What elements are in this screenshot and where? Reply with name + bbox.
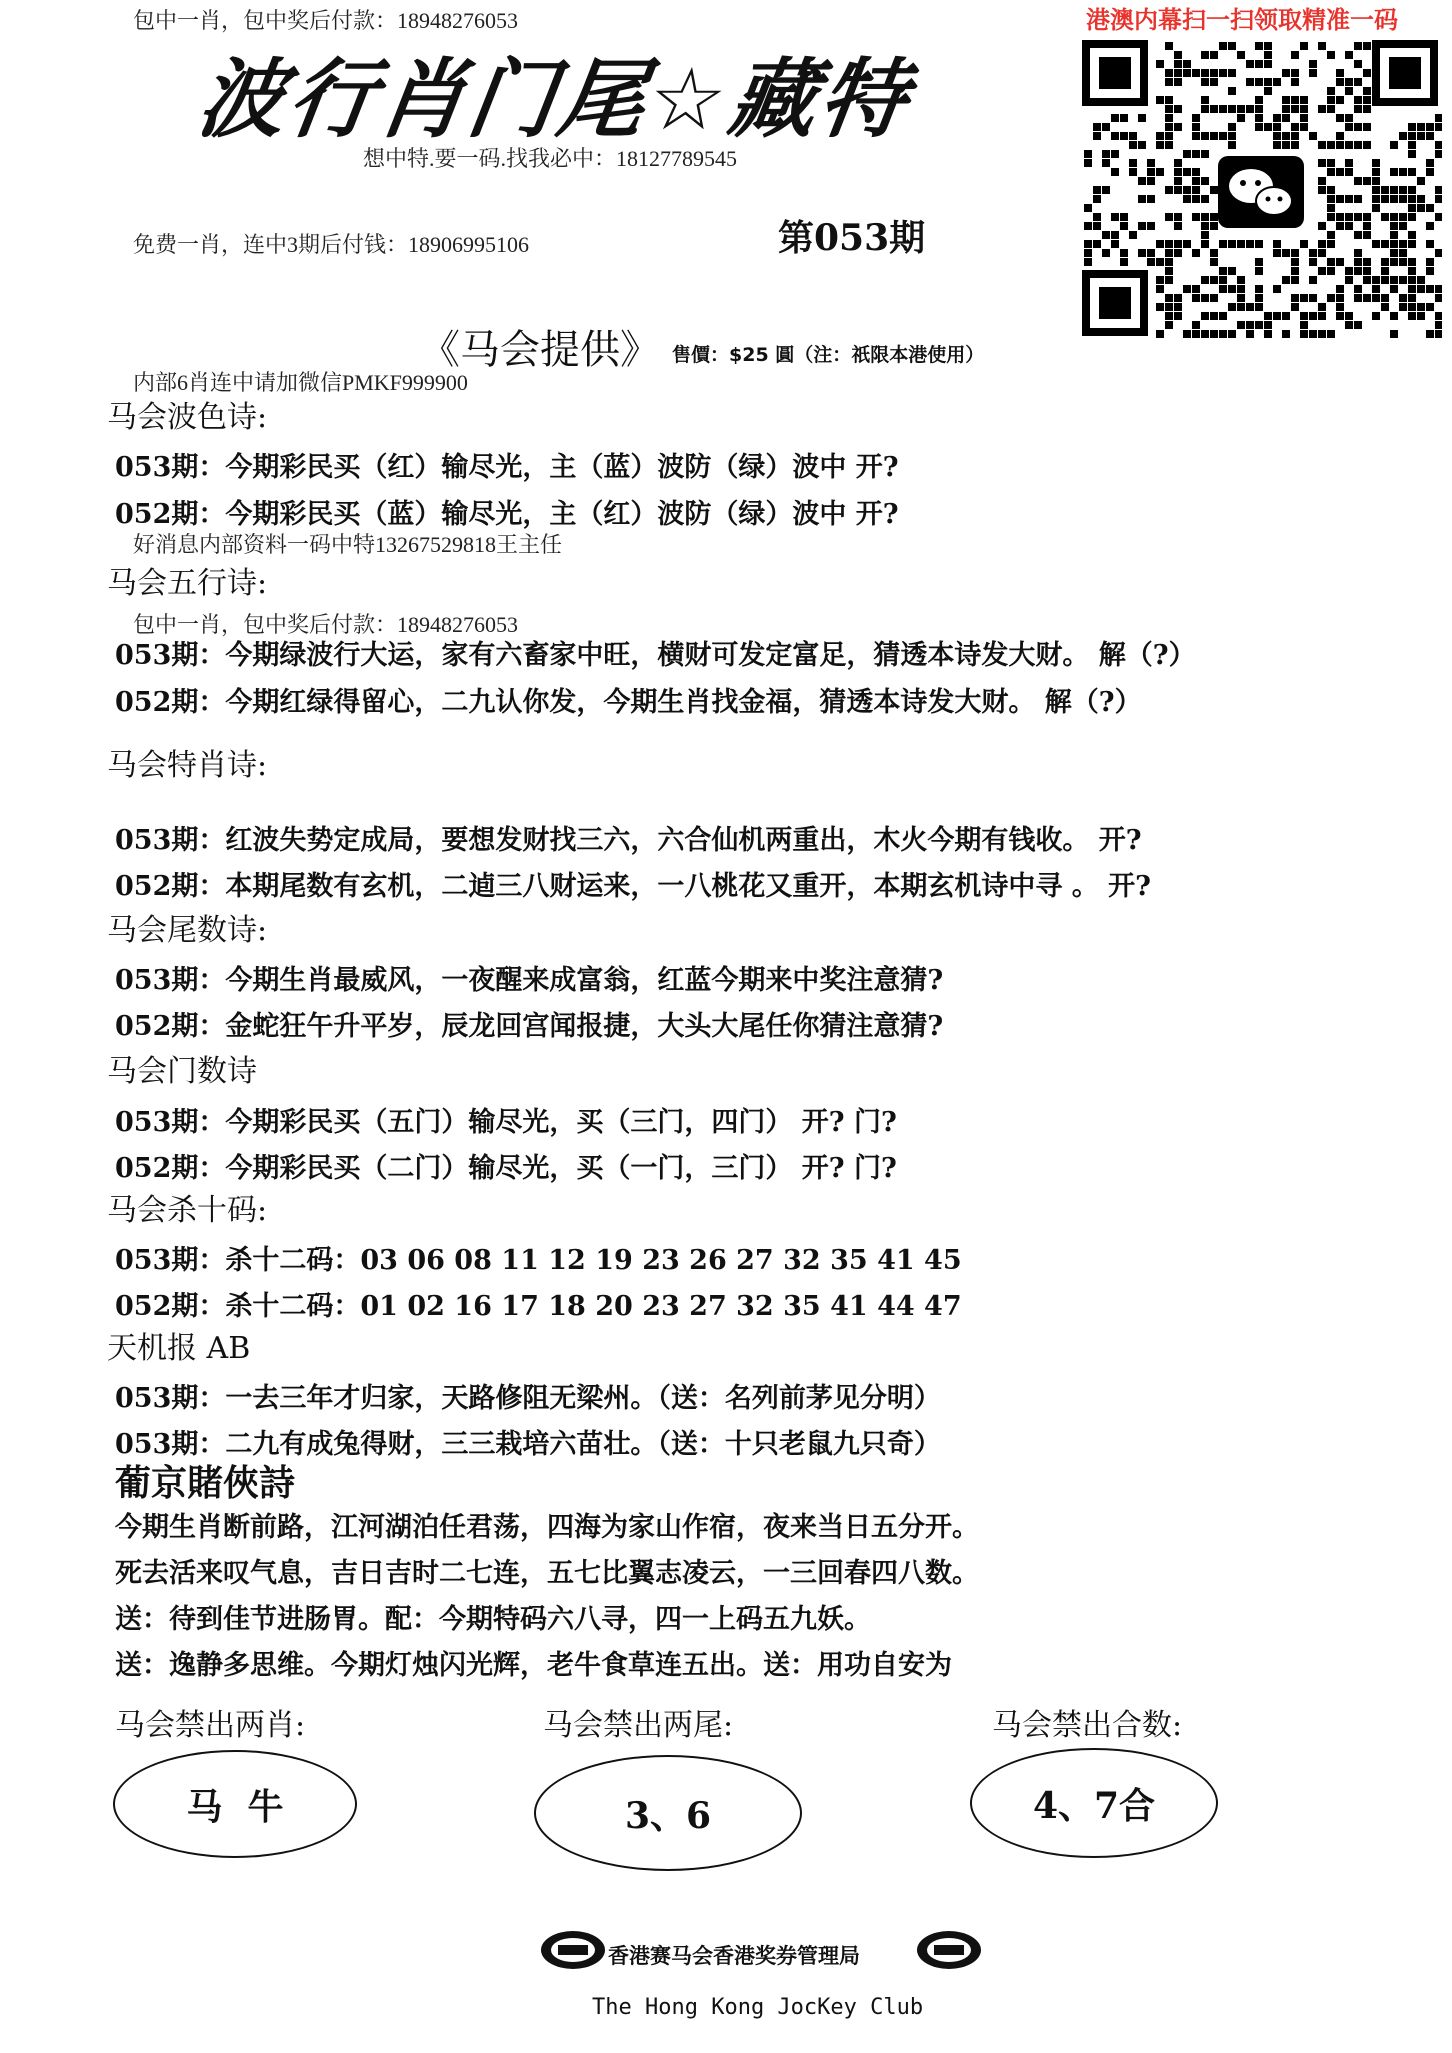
poem-title: 葡京賭俠詩: [115, 1462, 296, 1504]
ban-label-zodiac: 马会禁出两肖:: [115, 1708, 306, 1743]
section-title: 天机报 AB: [107, 1331, 251, 1366]
ban-label-sum: 马会禁出合数:: [992, 1708, 1183, 1743]
section-line: 053期：二九有成兔得财，三三栽培六苗壮。（送：十只老鼠九只奇）: [115, 1429, 941, 1460]
section-line: 052期：金蛇狂午升平岁，辰龙回宫闻报捷，大头大尾任你猜注意猜?: [115, 1011, 944, 1042]
ban-label-tail: 马会禁出两尾:: [543, 1708, 734, 1743]
footer-en: The Hong Kong JocKey Club: [592, 1995, 924, 2020]
section-title: 马会杀十码:: [107, 1193, 268, 1228]
price-note: 售價：$25 圓（注：祇限本港使用）: [672, 344, 985, 366]
section-line: 053期：杀十二码：03 06 08 11 12 19 23 26 27 32 35 41 45: [115, 1245, 962, 1276]
ad-good-news: 好消息内部资料一码中特13267529818王主任: [133, 532, 563, 557]
qr-code-image: [1080, 38, 1442, 338]
section-line: 053期：一去三年才归家，天路修阻无梁州。（送：名列前茅见分明）: [115, 1383, 941, 1414]
poem-line: 送：待到佳节进肠胃。配：今期特码六八寻，四一上码五九妖。: [115, 1604, 871, 1635]
section-title: 马会尾数诗:: [107, 913, 268, 948]
ban-value-zodiac: [113, 1750, 357, 1858]
issue-number: 第053期: [778, 217, 926, 259]
poem-line: 死去活来叹气息，吉日吉时二七连，五七比翼志凌云，一三回春四八数。: [115, 1558, 979, 1589]
ban-value-tail-text: 3、6: [624, 1794, 712, 1837]
ad-mid-repeat: 包中一肖，包中奖后付款：18948276053: [133, 612, 519, 637]
ban-value-sum-text: 4、7合: [1032, 1784, 1156, 1827]
poem-line: 送：逸静多思维。今期灯烛闪光辉，老牛食草连五出。送：用功自安为: [115, 1650, 952, 1681]
poem-line: 今期生肖断前路，江河湖泊任君荡，四海为家山作宿，夜来当日五分开。: [115, 1512, 979, 1543]
section-title: 马会波色诗:: [107, 400, 268, 435]
ad-wechat: 内部6肖连中请加微信PMKF999900: [133, 370, 468, 395]
section-title: 马会门数诗: [107, 1054, 257, 1089]
section-line: 053期：红波失势定成局，要想发财找三六，六合仙机两重出，木火今期有钱收。 开?: [115, 825, 1142, 856]
section-title: 马会特肖诗:: [107, 748, 268, 783]
footer-cn: 香港赛马会香港奖券管理局: [608, 1943, 860, 1968]
ad-top-left: 包中一肖，包中奖后付款：18948276053: [133, 8, 519, 33]
section-line: 052期：本期尾数有玄机，二逌三八财运来，一八桃花又重开，本期玄机诗中寻 。 开?: [115, 871, 1151, 902]
section-line: 053期：今期生肖最威风，一夜醒来成富翁，红蓝今期来中奖注意猜?: [115, 965, 944, 996]
section-line: 052期：今期红绿得留心，二九认你发，今期生肖找金福，猜透本诗发大财。 解（?）: [115, 687, 1142, 718]
jockey-club-logo-icon-right: [914, 1928, 984, 1976]
banner-title: 波行肖门尾☆藏特: [191, 50, 918, 150]
section-title: 马会五行诗:: [107, 566, 268, 601]
ad-free-pick: 免费一肖，连中3期后付钱：18906995106: [133, 232, 530, 257]
section-line: 053期：今期彩民买（红）输尽光，主（蓝）波防（绿）波中 开?: [115, 452, 899, 483]
qr-caption: 港澳内幕扫一扫领取精准一码: [1086, 6, 1398, 34]
ban-value-sum: [970, 1748, 1218, 1858]
section-line: 052期：今期彩民买（二门）输尽光，买（一门，三门） 开? 门?: [115, 1153, 897, 1184]
provider-title: 《马会提供》: [420, 327, 660, 373]
ban-value-zodiac-text: 马 牛: [186, 1785, 284, 1828]
ad-under-banner: 想中特.要一码.找我必中：18127789545: [363, 146, 738, 171]
jockey-club-logo-icon: [538, 1928, 608, 1976]
section-line: 053期：今期绿波行大运，家有六畜家中旺，横财可发定富足，猜透本诗发大财。 解（?）: [115, 640, 1196, 671]
section-line: 052期：杀十二码：01 02 16 17 18 20 23 27 32 35 41 44 47: [115, 1291, 962, 1322]
section-line: 053期：今期彩民买（五门）输尽光，买（三门，四门） 开? 门?: [115, 1107, 897, 1138]
ban-value-tail: [534, 1755, 802, 1871]
section-line: 052期：今期彩民买（蓝）输尽光，主（红）波防（绿）波中 开?: [115, 499, 899, 530]
qr-code[interactable]: [1080, 38, 1442, 338]
